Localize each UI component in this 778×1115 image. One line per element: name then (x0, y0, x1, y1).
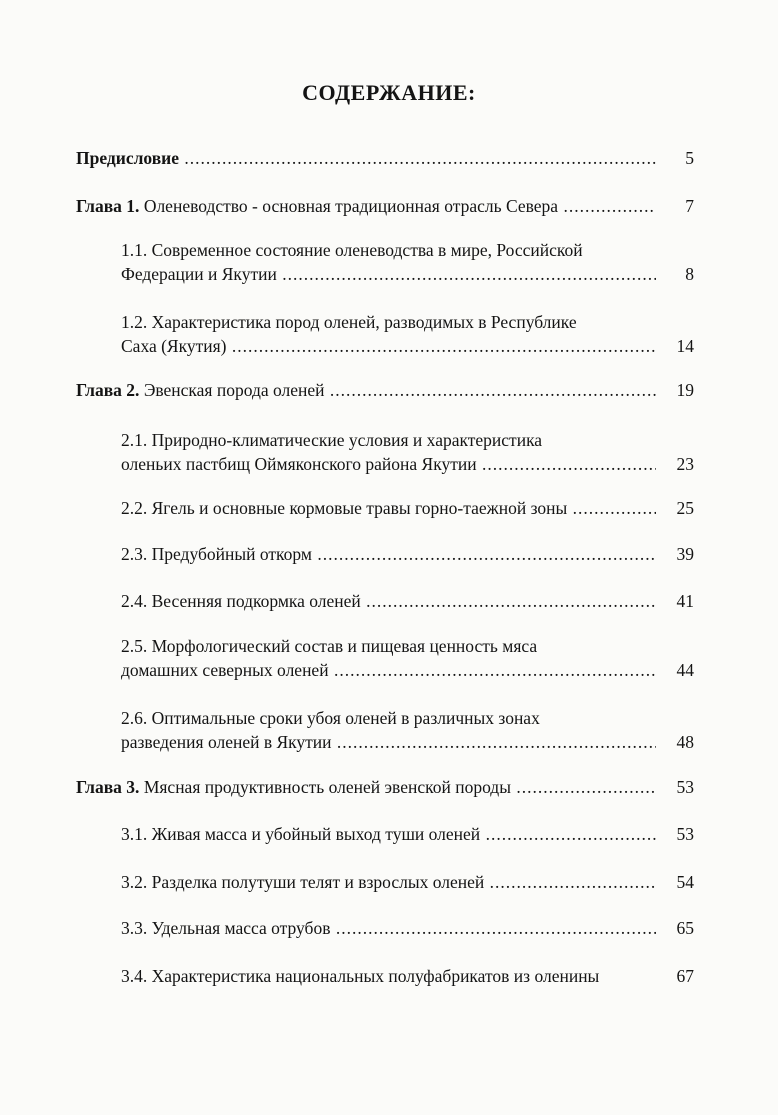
toc-page-number: 25 (676, 498, 694, 518)
toc-entry-line: 1.1. Современное состояние оленеводства в мире, Российской (121, 240, 583, 260)
toc-page-number: 39 (676, 544, 694, 564)
toc-entry-3-3[interactable] (121, 916, 656, 940)
toc-page-number: 7 (685, 196, 694, 216)
toc-entry-2-5[interactable] (121, 634, 656, 682)
toc-entry-2-1[interactable] (121, 428, 656, 476)
toc-page-number: 53 (676, 777, 694, 797)
toc-entry-3-2[interactable] (121, 870, 656, 894)
toc-page-number: 53 (676, 824, 694, 844)
toc-entry-text: 2.4. Весенняя подкормка оленей ..... (121, 589, 656, 613)
toc-entry-text: 3.3. Удельная масса отрубов ..... (121, 916, 656, 940)
toc-entry-text: 3.1. Живая масса и убойный выход туши оленей ..... (121, 822, 656, 846)
toc-entry-chapter-3[interactable] (76, 775, 656, 799)
toc-entry-text: разведения оленей в Якутии ..... (121, 730, 656, 754)
toc-page-number: 14 (676, 336, 694, 356)
toc-entry-2-3[interactable] (121, 542, 656, 566)
toc-entry-2-4[interactable] (121, 589, 656, 613)
toc-entry-text: домашних северных оленей ..... (121, 658, 656, 682)
toc-entry-text: 2.3. Предубойный откорм ..... (121, 542, 656, 566)
toc-entry-bold: Глава 1. (76, 196, 140, 216)
toc-page-number: 65 (676, 918, 694, 938)
toc-page-number: 5 (685, 148, 694, 168)
toc-entry-preface[interactable] (76, 146, 656, 170)
toc-page-number: 48 (676, 732, 694, 752)
toc-entry-1-2[interactable] (121, 310, 656, 358)
toc-page-number: 23 (676, 454, 694, 474)
toc-entry-bold: Глава 2. (76, 380, 140, 400)
toc-entry-text: Глава 1. Оленеводство - основная традиционная отрасль Севера ..... (76, 194, 656, 218)
toc-entry-text: Глава 2. Эвенская порода оленей ..... (76, 378, 656, 402)
toc-entry-text: Саха (Якутия) ..... (121, 334, 656, 358)
toc-entry-bold: Предисловие (76, 148, 180, 168)
toc-entry-line: 2.1. Природно-климатические условия и характеристика (121, 430, 543, 450)
toc-page-number: 41 (676, 591, 694, 611)
toc-entry-chapter-1[interactable] (76, 194, 656, 218)
toc-entry-line: 2.5. Морфологический состав и пищевая ценность мяса (121, 636, 538, 656)
toc-page-number: 19 (676, 380, 694, 400)
toc-page-number: 54 (676, 872, 694, 892)
toc-entry-text: 3.4. Характеристика национальных полуфабрикатов из оленины (121, 966, 600, 986)
toc-entry-line: 1.2. Характеристика пород оленей, разводимых в Республике (121, 312, 577, 332)
toc-entry-text: 2.2. Ягель и основные кормовые травы горно-таежной зоны ..... (121, 496, 656, 520)
toc-page-number: 67 (676, 966, 694, 986)
toc-entry-1-1[interactable] (121, 238, 656, 286)
toc-entry-text: оленьих пастбищ Оймяконского района Якутии ..... (121, 452, 656, 476)
toc-entry-line: 2.6. Оптимальные сроки убоя оленей в различных зонах (121, 708, 540, 728)
toc-entry-3-4[interactable] (121, 964, 661, 988)
page-title: СОДЕРЖАНИЕ: (302, 80, 476, 105)
toc-entry-chapter-2[interactable] (76, 378, 656, 402)
toc-entry-text: Глава 3. Мясная продуктивность оленей эвенской породы ..... (76, 775, 656, 799)
toc-page-number: 44 (676, 660, 694, 680)
toc-entry-text: 3.2. Разделка полутуши телят и взрослых оленей ..... (121, 870, 656, 894)
toc-entry-bold: Глава 3. (76, 777, 140, 797)
toc-entry-text (76, 146, 656, 170)
toc-entry-3-1[interactable] (121, 822, 656, 846)
toc-entry-text: Федерации и Якутии ..... (121, 262, 656, 286)
toc-entry-2-2[interactable] (121, 496, 656, 520)
toc-page-number: 8 (685, 264, 694, 284)
toc-entry-2-6[interactable] (121, 706, 656, 754)
